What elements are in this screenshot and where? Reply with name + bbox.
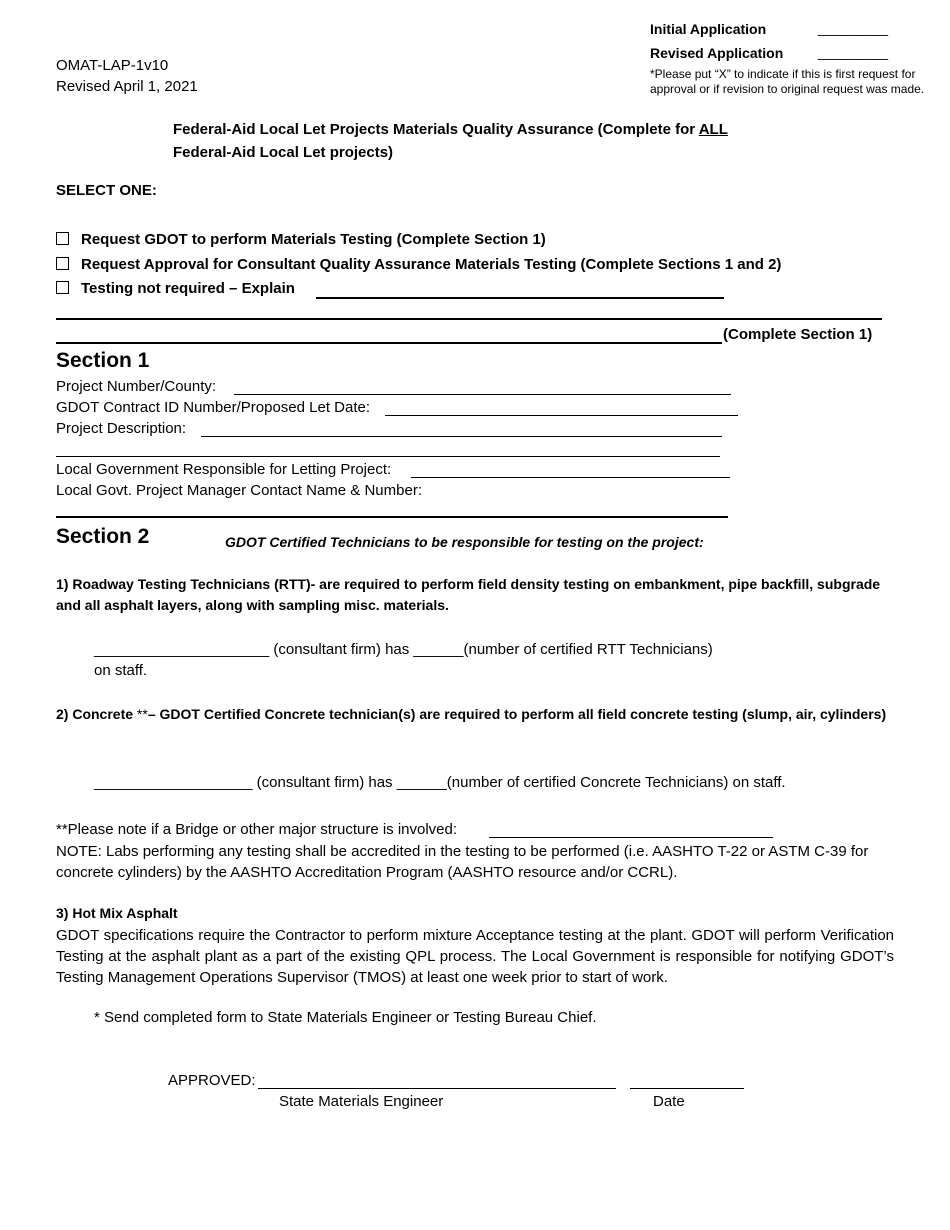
approved-label: APPROVED: <box>168 1072 256 1089</box>
explain-line-2[interactable] <box>56 318 882 320</box>
page-title-line2: Federal-Aid Local Let projects) <box>173 144 394 161</box>
checkbox-testing-not-required[interactable] <box>56 281 69 294</box>
concrete-fill-mid: (consultant firm) has <box>252 774 397 791</box>
project-number-field[interactable] <box>234 379 731 395</box>
initial-application-label: Initial Application <box>650 21 767 37</box>
approval-date-field[interactable] <box>630 1073 744 1089</box>
project-number-label: Project Number/County: <box>56 378 217 395</box>
section2-heading: Section 2 <box>56 525 150 548</box>
project-manager-label: Local Govt. Project Manager Contact Name & Number: <box>56 482 422 499</box>
explain-line-3[interactable] <box>56 342 722 344</box>
checkbox-gdot-testing[interactable] <box>56 232 69 245</box>
rtt-fill-line <box>94 641 713 658</box>
option-consultant-qa[interactable] <box>56 256 781 273</box>
revised-application-blank[interactable]: _________ <box>818 44 889 60</box>
title-all: ALL <box>698 121 728 138</box>
hma-text: GDOT specifications require the Contractor to perform mixture Acceptance testing at the plant. GDOT will perform Verification Testing at the asphalt plant as a part of the existing QPL process. The Local Government is responsible for notifying GDOT’s Testing Management Operations Supervisor (TMOS) at least one week prior to start of work. <box>56 927 894 986</box>
option-gdot-testing[interactable] <box>56 231 546 248</box>
project-description-field-2[interactable] <box>56 442 720 457</box>
concrete-prefix: 2) Concrete <box>56 706 137 722</box>
title-prefix: Federal-Aid Local Let Projects Materials Quality Assurance (Complete for <box>173 121 699 138</box>
complete-section-note: (Complete Section 1) <box>723 326 873 343</box>
date-label: Date <box>653 1093 685 1110</box>
engineer-label: State Materials Engineer <box>279 1093 444 1110</box>
bridge-field[interactable] <box>489 822 773 838</box>
rtt-heading: 1) Roadway Testing Technicians (RTT)- are required to perform field density testing on embankment, pipe backfill, subgrade and all asphalt layers, along with sampling misc. materials. <box>56 576 881 613</box>
section2-subtitle: GDOT Certified Technicians to be responsible for testing on the project: <box>225 534 704 550</box>
labs-note: NOTE: Labs performing any testing shall be accredited in the testing to be performed (i.e. AASHTO T-22 or ASTM C-39 for concrete cylinders) by the AASHTO Accreditation Program (AASHTO resource and/or CCRL). <box>56 843 869 881</box>
concrete-fill-line <box>94 774 786 791</box>
concrete-heading <box>56 704 896 725</box>
contract-id-label: GDOT Contract ID Number/Proposed Let Date: <box>56 399 371 416</box>
option-testing-not-required-label: Testing not required – Explain <box>81 280 295 297</box>
rtt-fill-end: (number of certified RTT Technicians) <box>463 641 713 658</box>
local-gov-label: Local Government Responsible for Letting Project: <box>56 461 392 478</box>
page-title-line1 <box>173 121 728 138</box>
application-note-line1: *Please put “X” to indicate if this is first request for <box>650 67 916 81</box>
section1-divider <box>56 516 728 518</box>
option-gdot-testing-label: Request GDOT to perform Materials Testing (Complete Section 1) <box>81 231 546 248</box>
concrete-stars: ** <box>136 706 148 722</box>
engineer-signature-field[interactable] <box>258 1073 616 1089</box>
application-note <box>650 67 924 97</box>
rtt-fill-mid: (consultant firm) has <box>269 641 414 658</box>
bridge-note: **Please note if a Bridge or other major structure is involved: <box>56 821 458 838</box>
form-id: OMAT-LAP-1v10 <box>56 57 169 74</box>
send-note: * Send completed form to State Materials Engineer or Testing Bureau Chief. <box>94 1009 597 1026</box>
revised-date: Revised April 1, 2021 <box>56 78 198 95</box>
application-note-line2: approval or if revision to original request was made. <box>650 82 925 96</box>
section1-heading: Section 1 <box>56 349 150 372</box>
explain-line-1[interactable] <box>316 297 724 299</box>
concrete-rest: – GDOT Certified Concrete technician(s) are required to perform all field concrete testing (slump, air, cylinders) <box>147 706 887 722</box>
rtt-count-blank[interactable]: ______ <box>413 641 464 658</box>
rtt-firm-blank[interactable]: _____________________ <box>94 641 270 658</box>
concrete-count-blank[interactable]: ______ <box>396 774 447 791</box>
hma-heading: 3) Hot Mix Asphalt <box>56 905 178 921</box>
concrete-firm-blank[interactable]: ___________________ <box>94 774 253 791</box>
initial-application-blank[interactable]: _________ <box>818 20 889 36</box>
project-description-field[interactable] <box>201 421 722 437</box>
select-one-label: SELECT ONE: <box>56 182 157 199</box>
contract-id-field[interactable] <box>385 400 738 416</box>
local-gov-field[interactable] <box>411 462 730 478</box>
checkbox-consultant-qa[interactable] <box>56 257 69 270</box>
rtt-fill-staff: on staff. <box>94 662 148 679</box>
concrete-fill-end: (number of certified Concrete Technicians) on staff. <box>446 774 786 791</box>
revised-application-label: Revised Application <box>650 45 784 61</box>
option-consultant-qa-label: Request Approval for Consultant Quality Assurance Materials Testing (Complete Sections 1 and 2) <box>81 256 782 273</box>
project-description-label: Project Description: <box>56 420 187 437</box>
option-testing-not-required[interactable] <box>56 280 295 297</box>
